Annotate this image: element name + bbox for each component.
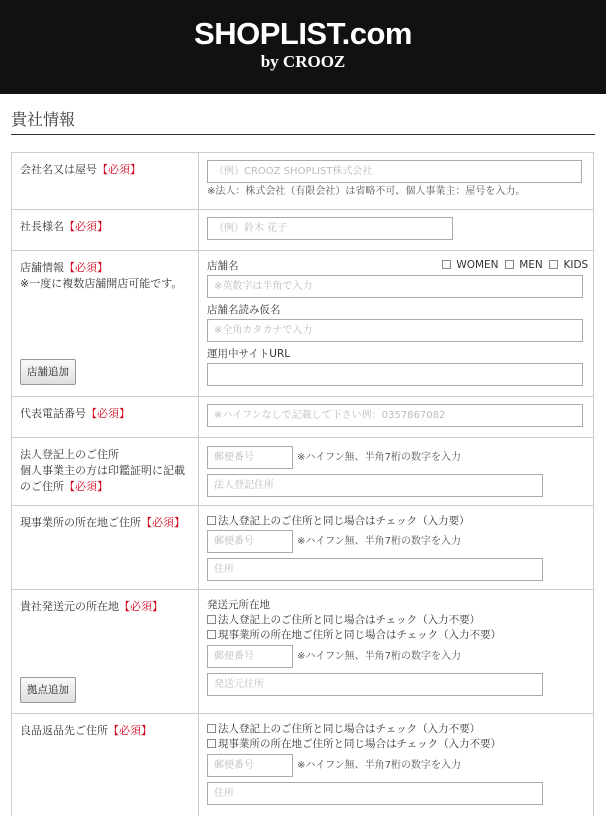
shipping-same-as-office-label: 現事業所の所在地ご住所と同じ場合はチェック（入力不要）: [218, 629, 502, 641]
office-address-field-cell: [199, 506, 594, 590]
store-info-label: 店舗情報: [20, 261, 64, 274]
kids-checkbox[interactable]: [549, 260, 558, 269]
store-info-label-cell: [12, 251, 199, 397]
return-address-input[interactable]: 住所: [207, 782, 543, 805]
site-url-label: 運用中サイトURL: [207, 348, 291, 360]
store-name-input[interactable]: ※英数字は半角で入力: [207, 275, 583, 298]
return-address-label: 良品返品先ご住所: [20, 724, 108, 737]
store-kana-label: 店舗名読み仮名: [207, 304, 281, 316]
return-same-as-registered-checkbox[interactable]: [207, 724, 216, 733]
row-company-name: [12, 153, 594, 210]
row-office-address: [12, 506, 594, 590]
return-address-field-cell: [199, 714, 594, 816]
add-location-button[interactable]: 拠点追加: [20, 677, 76, 703]
registered-address-label-cell: [12, 438, 199, 506]
store-info-sublabel: ※一度に複数店舗開店可能です。: [20, 277, 183, 290]
return-zip-note: ※ハイフン無、半角7桁の数字を入力: [297, 760, 462, 771]
phone-input[interactable]: ※ハイフンなしで記載して下さい例：0357867082: [207, 404, 583, 427]
shipping-zip-note: ※ハイフン無、半角7桁の数字を入力: [297, 651, 462, 662]
registered-zip-note: ※ハイフン無、半角7桁の数字を入力: [297, 452, 462, 463]
women-label: WOMEN: [456, 259, 499, 271]
required-badge: 【必須】: [64, 480, 108, 493]
shipping-zip-input[interactable]: 郵便番号: [207, 645, 293, 668]
kids-label: KIDS: [563, 259, 589, 271]
men-label: MEN: [519, 259, 543, 271]
site-url-input[interactable]: [207, 363, 583, 386]
required-badge: 【必須】: [97, 163, 141, 176]
shipping-same-as-registered-label: 法人登記上のご住所と同じ場合はチェック（入力不要）: [218, 614, 481, 626]
president-label: 社長様名: [20, 220, 64, 233]
office-address-label-cell: [12, 506, 199, 590]
shipping-same-as-office-option[interactable]: [207, 628, 501, 642]
row-shipping-address: [12, 590, 594, 714]
office-same-as-registered-label: 法人登記上のご住所と同じ場合はチェック（入力要）: [218, 515, 470, 527]
required-badge: 【必須】: [86, 407, 130, 420]
add-store-button[interactable]: 店舗追加: [20, 359, 76, 385]
president-name-input[interactable]: （例）鈴木 花子: [207, 217, 453, 240]
company-info-form: [11, 152, 594, 816]
shipping-address-input[interactable]: 発送元住所: [207, 673, 543, 696]
required-badge: 【必須】: [119, 600, 163, 613]
required-badge: 【必須】: [141, 516, 185, 529]
return-same-as-office-checkbox[interactable]: [207, 739, 216, 748]
company-name-label-cell: [12, 153, 199, 210]
office-same-as-registered-checkbox[interactable]: [207, 516, 216, 525]
return-same-as-registered-option[interactable]: [207, 722, 480, 736]
registered-zip-input[interactable]: 郵便番号: [207, 446, 293, 469]
shoplist-logo[interactable]: SHOPLIST.com: [194, 16, 412, 51]
registered-address-label-line3: のご住所: [20, 480, 64, 493]
return-same-as-registered-label: 法人登記上のご住所と同じ場合はチェック（入力不要）: [218, 723, 481, 735]
men-checkbox[interactable]: [505, 260, 514, 269]
company-name-note: ※法人：株式会社（有限会社）は省略不可、個人事業主：屋号を入力。: [207, 186, 526, 197]
section-divider: [11, 134, 595, 135]
store-info-field-cell: [199, 251, 594, 397]
row-registered-address: [12, 438, 594, 506]
required-badge: 【必須】: [64, 261, 108, 274]
return-address-label-cell: [12, 714, 199, 816]
phone-label: 代表電話番号: [20, 407, 86, 420]
shipping-origin-label: 発送元所在地: [207, 599, 270, 611]
row-phone: [12, 397, 594, 438]
store-name-label: 店舗名: [207, 260, 239, 272]
return-same-as-office-option[interactable]: [207, 737, 501, 751]
president-label-cell: [12, 210, 199, 251]
return-zip-input[interactable]: 郵便番号: [207, 754, 293, 777]
phone-field-cell: [199, 397, 594, 438]
registered-address-label: 法人登記上のご住所: [20, 448, 119, 461]
registered-address-field-cell: [199, 438, 594, 506]
return-same-as-office-label: 現事業所の所在地ご住所と同じ場合はチェック（入力不要）: [218, 738, 502, 750]
row-return-address: [12, 714, 594, 816]
office-address-label: 現事業所の所在地ご住所: [20, 516, 141, 529]
shipping-address-label: 貴社発送元の所在地: [20, 600, 119, 613]
shipping-same-as-registered-checkbox[interactable]: [207, 615, 216, 624]
shipping-address-field-cell: [199, 590, 594, 714]
required-badge: 【必須】: [108, 724, 152, 737]
office-same-as-registered-option[interactable]: [207, 514, 470, 528]
office-zip-input[interactable]: 郵便番号: [207, 530, 293, 553]
row-store-info: [12, 251, 594, 397]
category-checkboxes: [442, 258, 588, 272]
office-address-input[interactable]: 住所: [207, 558, 543, 581]
office-zip-note: ※ハイフン無、半角7桁の数字を入力: [297, 536, 462, 547]
registered-address-label-line2: 個人事業主の方は印鑑証明に記載: [20, 464, 185, 477]
company-name-input[interactable]: （例）CROOZ SHOPLIST株式会社: [207, 160, 582, 183]
shipping-same-as-registered-option[interactable]: [207, 613, 480, 627]
company-name-label: 会社名又は屋号: [20, 163, 97, 176]
registered-address-input[interactable]: 法人登記住所: [207, 474, 543, 497]
company-name-field-cell: [199, 153, 594, 210]
women-checkbox[interactable]: [442, 260, 451, 269]
shipping-address-label-cell: [12, 590, 199, 714]
crooz-logo-sub: by CROOZ: [260, 52, 346, 71]
phone-label-cell: [12, 397, 199, 438]
store-kana-input[interactable]: ※全角カタカナで入力: [207, 319, 583, 342]
site-header: [0, 0, 606, 94]
required-badge: 【必須】: [64, 220, 108, 233]
president-field-cell: [199, 210, 594, 251]
section-title: 貴社情報: [11, 110, 76, 129]
shipping-same-as-office-checkbox[interactable]: [207, 630, 216, 639]
row-president: [12, 210, 594, 251]
